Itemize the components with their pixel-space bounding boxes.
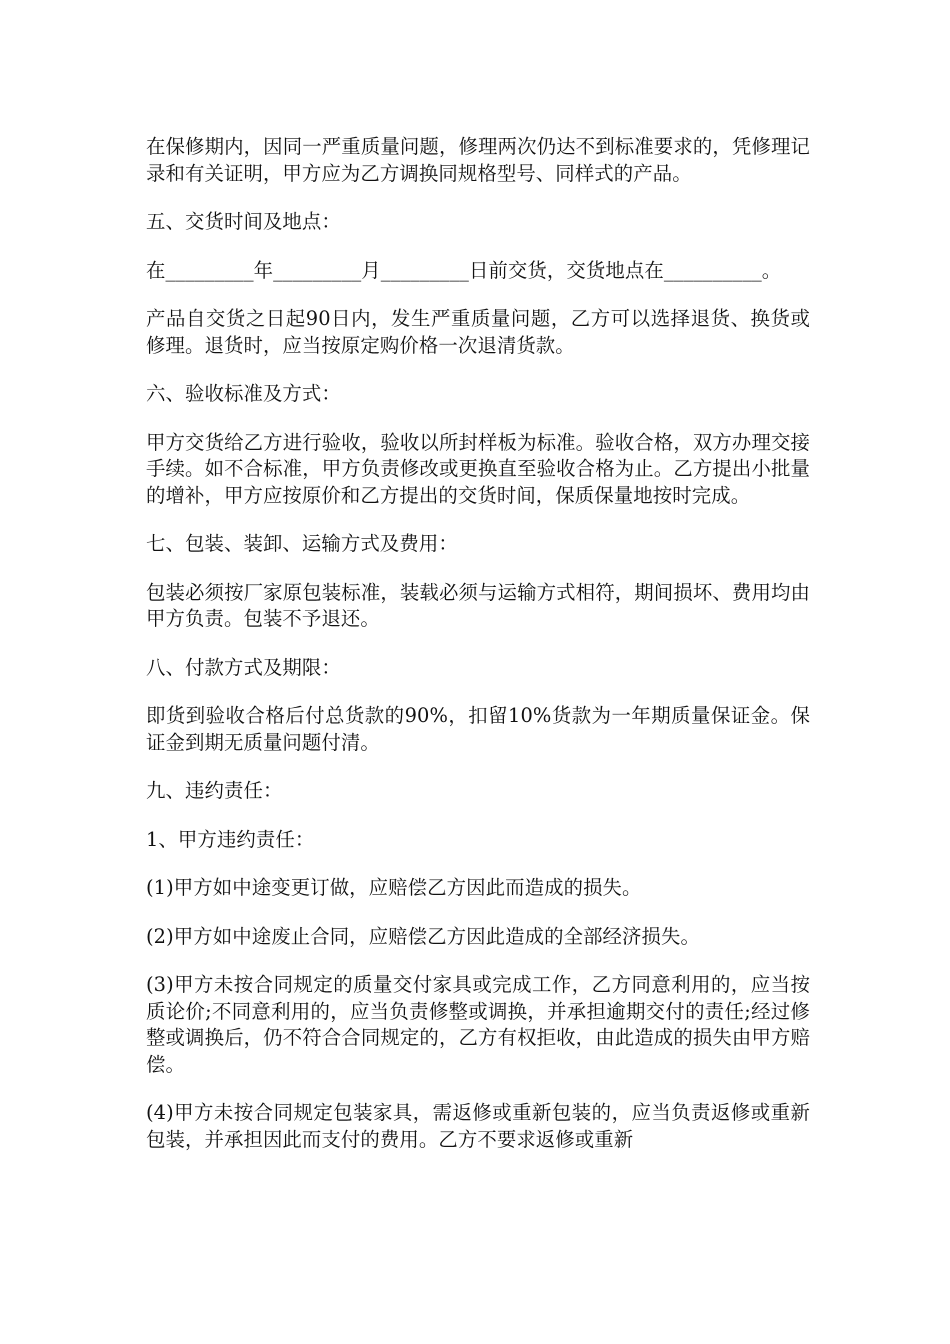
liability-item-3: (3)甲方未按合同规定的质量交付家具或完成工作，乙方同意利用的，应当按质论价;不同意利用的，应当负责修整或调换，并承担逾期交付的责任;经过修整或调换后，仍不符合合同规定的，乙方有权拒收，由此造成的损失由甲方赔偿。 [146, 973, 810, 1076]
quality-return-paragraph: 产品自交货之日起90日内，发生严重质量问题，乙方可以选择退货、换货或修理。退货时，应当按原定购价格一次退清货款。 [146, 307, 810, 357]
delivery-time-place-paragraph: 在_________年_________月_________日前交货，交货地点在__________。 [146, 258, 782, 282]
document-body [146, 134, 810, 1175]
section-8-heading: 八、付款方式及期限： [146, 655, 341, 679]
section-7-heading: 七、包装、装卸、运输方式及费用： [146, 532, 458, 555]
section-5-heading: 五、交货时间及地点： [146, 210, 341, 233]
party-a-liability-heading: 1、甲方违约责任： [146, 827, 315, 851]
section-9-heading: 九、违约责任： [146, 779, 283, 802]
acceptance-paragraph: 甲方交货给乙方进行验收，验收以所封样板为标准。验收合格，双方办理交接手续。如不合标准，甲方负责修改或更换直至验收合格为止。乙方提出小批量的增补，甲方应按原价和乙方提出的交货时间，保质保量地按时完成。 [146, 430, 810, 507]
packaging-paragraph: 包装必须按厂家原包装标准，装载必须与运输方式相符，期间损坏、费用均由甲方负责。包装不予退还。 [146, 580, 810, 630]
payment-paragraph: 即货到验收合格后付总货款的90%，扣留10%货款为一年期质量保证金。保证金到期无质量问题付清。 [146, 704, 810, 754]
liability-item-4: (4)甲方未按合同规定包装家具，需返修或重新包装的，应当负责返修或重新包装，并承担因此而支付的费用。乙方不要求返修或重新 [146, 1101, 810, 1151]
liability-item-1: (1)甲方如中途变更订做，应赔偿乙方因此而造成的损失。 [146, 876, 642, 899]
liability-item-2: (2)甲方如中途废止合同，应赔偿乙方因此造成的全部经济损失。 [146, 924, 701, 948]
section-6-heading: 六、验收标准及方式： [146, 382, 341, 405]
warranty-replacement-paragraph: 在保修期内，因同一严重质量问题，修理两次仍达不到标准要求的，凭修理记录和有关证明，甲方应为乙方调换同规格型号、同样式的产品。 [146, 135, 810, 185]
